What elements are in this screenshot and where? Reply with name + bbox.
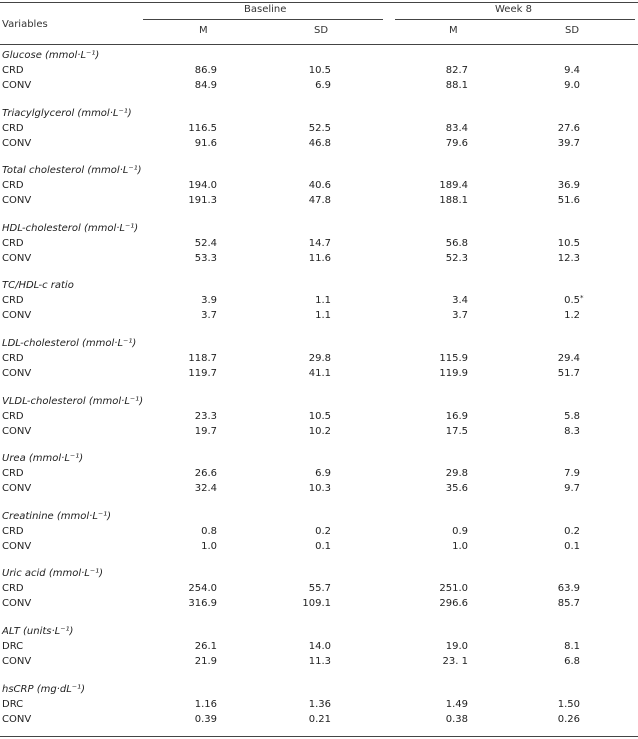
value-cell-b-sd: 14.7: [308, 237, 331, 249]
group-label: Triacylglycerol (mmol·L⁻¹): [2, 107, 132, 119]
value-cell-w-m: 0.38: [445, 713, 468, 725]
value-cell-w-m: 16.9: [445, 410, 468, 422]
value-cell-w-m: 52.3: [445, 252, 468, 264]
value-cell-b-m: 26.6: [194, 468, 217, 480]
row-label: CONV: [2, 483, 32, 495]
col-header-baseline: Baseline: [244, 4, 287, 15]
value-cell-w-m: 35.6: [445, 483, 468, 495]
row-label: CONV: [2, 656, 32, 667]
col-header-week8-m: M: [449, 25, 458, 36]
header-bottom-rule: [0, 44, 638, 45]
value-cell-w-sd: 9.0: [564, 80, 580, 91]
value-cell-b-m: 3.7: [201, 310, 217, 322]
value-cell-b-m: 19.7: [194, 425, 217, 437]
value-cell-w-m: 23. 1: [442, 656, 468, 667]
value-cell-w-m: 56.8: [445, 237, 468, 249]
value-cell-w-sd: 0.1: [564, 540, 580, 552]
value-cell-w-m: 29.8: [445, 468, 468, 480]
row-label: CRD: [2, 525, 24, 537]
value-cell-b-sd: 1.1: [315, 295, 331, 307]
value-cell-b-sd: 0.1: [315, 540, 331, 552]
row-label: CRD: [2, 353, 24, 364]
value-cell-w-m: 189.4: [439, 180, 468, 192]
value-cell-w-sd: 63.9: [557, 583, 580, 595]
value-cell-b-m: 0.39: [194, 713, 217, 725]
value-cell-w-sd: 7.9: [564, 468, 580, 480]
table-bottom-rule: [0, 736, 638, 737]
row-label: CRD: [2, 468, 24, 480]
value-cell-b-m: 86.9: [194, 65, 217, 76]
col-header-week8-sd: SD: [565, 25, 580, 36]
value-cell-b-sd: 55.7: [308, 583, 331, 595]
value-cell-w-m: 1.0: [452, 540, 468, 552]
value-cell-b-sd: 10.2: [308, 425, 331, 437]
value-cell-b-sd: 10.5: [308, 410, 331, 422]
value-cell-w-sd: 27.6: [557, 122, 580, 134]
row-label: CONV: [2, 713, 32, 725]
value-cell-w-sd: 6.8: [564, 656, 580, 667]
value-cell-w-m: 296.6: [439, 598, 468, 610]
row-label: CRD: [2, 122, 24, 134]
value-cell-w-sd: 29.4: [557, 353, 580, 364]
group-label: LDL-cholesterol (mmol·L⁻¹): [2, 338, 137, 349]
value-cell-w-m: 3.4: [452, 295, 468, 307]
table-top-rule: [0, 2, 638, 3]
col-header-baseline-m: M: [199, 25, 208, 36]
row-label: CONV: [2, 540, 32, 552]
value-cell-w-sd: 0.26: [557, 713, 580, 725]
value-cell-b-m: 191.3: [188, 195, 217, 207]
group-label: Creatinine (mmol·L⁻¹): [2, 510, 112, 522]
row-label: CONV: [2, 80, 32, 91]
value-cell-b-m: 3.9: [201, 295, 217, 307]
value-cell-w-m: 1.49: [445, 698, 468, 710]
value-cell-b-m: 84.9: [194, 80, 217, 91]
value-cell-b-sd: 6.9: [315, 80, 331, 91]
value-cell-b-m: 32.4: [194, 483, 217, 495]
value-cell-w-sd: 0.5 *: [564, 294, 584, 307]
group-label: TC/HDL-c ratio: [2, 280, 74, 292]
row-label: CRD: [2, 180, 24, 192]
value-cell-w-m: 119.9: [439, 368, 468, 379]
value-cell-b-m: 21.9: [194, 656, 217, 667]
value-cell-b-m: 119.7: [188, 368, 217, 379]
value-cell-b-m: 254.0: [188, 583, 217, 595]
value-cell-b-sd: 1.1: [315, 310, 331, 322]
value-cell-b-sd: 1.36: [308, 698, 331, 710]
row-label: CRD: [2, 65, 24, 76]
value-cell-b-sd: 46.8: [308, 137, 331, 149]
value-cell-b-sd: 11.6: [308, 252, 331, 264]
value-cell-w-sd: 9.4: [564, 65, 580, 76]
value-cell-w-m: 0.9: [452, 525, 468, 537]
value-cell-b-sd: 11.3: [308, 656, 331, 667]
row-label: CONV: [2, 252, 32, 264]
row-label: CONV: [2, 195, 32, 207]
value-cell-w-m: 188.1: [439, 195, 468, 207]
value-cell-w-sd: 51.6: [557, 195, 580, 207]
value-cell-b-sd: 10.5: [308, 65, 331, 76]
value-cell-w-sd: 1.2: [564, 310, 580, 322]
value-cell-b-m: 316.9: [188, 598, 217, 610]
value-cell-w-sd: 36.9: [557, 180, 580, 192]
value-cell-b-sd: 52.5: [308, 122, 331, 134]
value-cell-b-m: 194.0: [188, 180, 217, 192]
group-label: Total cholesterol (mmol·L⁻¹): [2, 165, 142, 177]
value-cell-b-m: 53.3: [194, 252, 217, 264]
row-label: CONV: [2, 310, 32, 322]
value-cell-b-sd: 41.1: [308, 368, 331, 379]
value-cell-w-m: 83.4: [445, 122, 468, 134]
row-label: CONV: [2, 425, 32, 437]
value-cell-w-sd: 8.3: [564, 425, 580, 437]
value-cell-w-sd: 1.50: [557, 698, 580, 710]
value-cell-b-m: 1.16: [194, 698, 217, 710]
value-cell-w-m: 115.9: [439, 353, 468, 364]
value-cell-b-sd: 109.1: [302, 598, 331, 610]
value-cell-w-sd: 85.7: [557, 598, 580, 610]
value-cell-w-m: 17.5: [445, 425, 468, 437]
value-cell-w-m: 19.0: [445, 641, 468, 652]
value-cell-w-m: 3.7: [452, 310, 468, 322]
value-cell-w-m: 251.0: [439, 583, 468, 595]
value-cell-w-sd: 9.7: [564, 483, 580, 495]
value-cell-b-sd: 0.2: [315, 525, 331, 537]
value-cell-b-m: 91.6: [194, 137, 217, 149]
value-cell-b-m: 118.7: [188, 353, 217, 364]
value-cell-w-sd: 39.7: [557, 137, 580, 149]
value-cell-w-sd: 10.5: [557, 237, 580, 249]
value-cell-b-m: 26.1: [194, 641, 217, 652]
group-label: ALT (units·L⁻¹): [2, 626, 74, 637]
value-cell-b-sd: 10.3: [308, 483, 331, 495]
value-cell-w-sd: 51.7: [557, 368, 580, 379]
value-cell-b-m: 0.8: [201, 525, 217, 537]
value-cell-b-sd: 14.0: [308, 641, 331, 652]
value-cell-b-m: 23.3: [194, 410, 217, 422]
col-header-week8: Week 8: [495, 4, 532, 15]
group-label: Glucose (mmol·L⁻¹): [2, 50, 100, 61]
col-header-baseline-sd: SD: [314, 25, 329, 36]
row-label: CRD: [2, 295, 24, 307]
week8-span-rule: [395, 19, 635, 20]
col-header-variables: Variables: [2, 19, 48, 30]
value-cell-w-sd: 0.2: [564, 525, 580, 537]
value-cell-b-sd: 6.9: [315, 468, 331, 480]
row-label: CONV: [2, 598, 32, 610]
group-label: HDL-cholesterol (mmol·L⁻¹): [2, 222, 139, 234]
value-cell-b-m: 1.0: [201, 540, 217, 552]
row-label: CRD: [2, 237, 24, 249]
value-cell-b-sd: 29.8: [308, 353, 331, 364]
row-label: DRC: [2, 641, 24, 652]
row-label: CRD: [2, 410, 24, 422]
value-cell-b-sd: 47.8: [308, 195, 331, 207]
value-cell-w-sd: 12.3: [557, 252, 580, 264]
value-cell-b-m: 52.4: [194, 237, 217, 249]
row-label: CONV: [2, 368, 32, 379]
value-cell-w-m: 82.7: [445, 65, 468, 76]
value-cell-w-sd: 8.1: [564, 641, 580, 652]
group-label: hsCRP (mg·dL⁻¹): [2, 683, 85, 695]
group-label: Uric acid (mmol·L⁻¹): [2, 568, 104, 580]
value-cell-b-sd: 40.6: [308, 180, 331, 192]
group-label: VLDL-cholesterol (mmol·L⁻¹): [2, 395, 144, 407]
value-cell-w-sd: 5.8: [564, 410, 580, 422]
value-cell-w-m: 79.6: [445, 137, 468, 149]
value-cell-w-m: 88.1: [445, 80, 468, 91]
baseline-span-rule: [143, 19, 383, 20]
group-label: Urea (mmol·L⁻¹): [2, 453, 84, 465]
row-label: CONV: [2, 137, 32, 149]
row-label: DRC: [2, 698, 24, 710]
value-cell-b-m: 116.5: [188, 122, 217, 134]
value-cell-b-sd: 0.21: [308, 713, 331, 725]
row-label: CRD: [2, 583, 24, 595]
